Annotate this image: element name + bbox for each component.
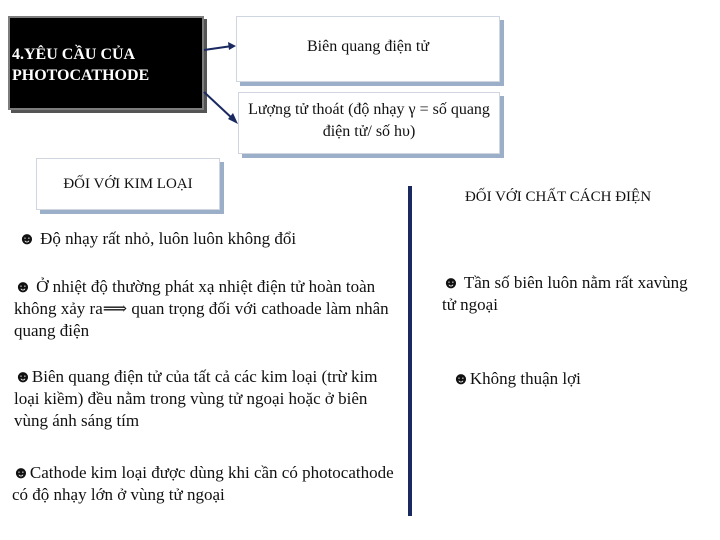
metal-header-box (36, 158, 220, 210)
metal-header-label: ĐỐI VỚI KIM LOẠI (63, 176, 193, 192)
metal-point-2: ☻ Ở nhiệt độ thường phát xạ nhiệt điện tử hoàn toàn không xảy ra⟹ quan trọng đối với cathoade làm nhân quang điện (14, 277, 389, 340)
slide-title: 4.YÊU CẦU CỦA PHOTOCATHODE (12, 46, 150, 84)
insulator-point-2: ☻Không thuận lợi (452, 369, 581, 388)
metal-point-4: ☻Cathode kim loại được dùng khi cần có photocathode có độ nhạy lớn ở vùng tử ngoại (12, 463, 394, 504)
insulator-header-box (422, 166, 694, 226)
insulator-point-1: ☻ Tần số biên luôn nằm rất xavùng tử ngoại (442, 273, 688, 314)
quantum-yield-box (238, 92, 500, 154)
quantum-limit-box (236, 16, 500, 82)
quantum-yield-label: Lượng tử thoát (độ nhạy γ = số quang điện tử/ số hυ) (248, 101, 490, 140)
arrowhead-quantum-limit (228, 42, 236, 50)
metal-point-3: ☻Biên quang điện tử của tất cả các kim loại (trừ kim loại kiềm) đều nằm trong vùng tử ngoại hoặc ở biên vùng ánh sáng tím (14, 367, 378, 430)
arrow-to-quantum-limit (204, 46, 232, 50)
insulator-header-label: ĐỐI VỚI CHẤT CÁCH ĐIỆN (464, 189, 652, 205)
arrow-to-quantum-yield (204, 92, 234, 120)
metal-point-1: ☻ Độ nhạy rất nhỏ, luôn luôn không đổi (18, 229, 297, 248)
quantum-limit-label: Biên quang điện tử (307, 38, 429, 55)
column-divider (408, 186, 412, 516)
